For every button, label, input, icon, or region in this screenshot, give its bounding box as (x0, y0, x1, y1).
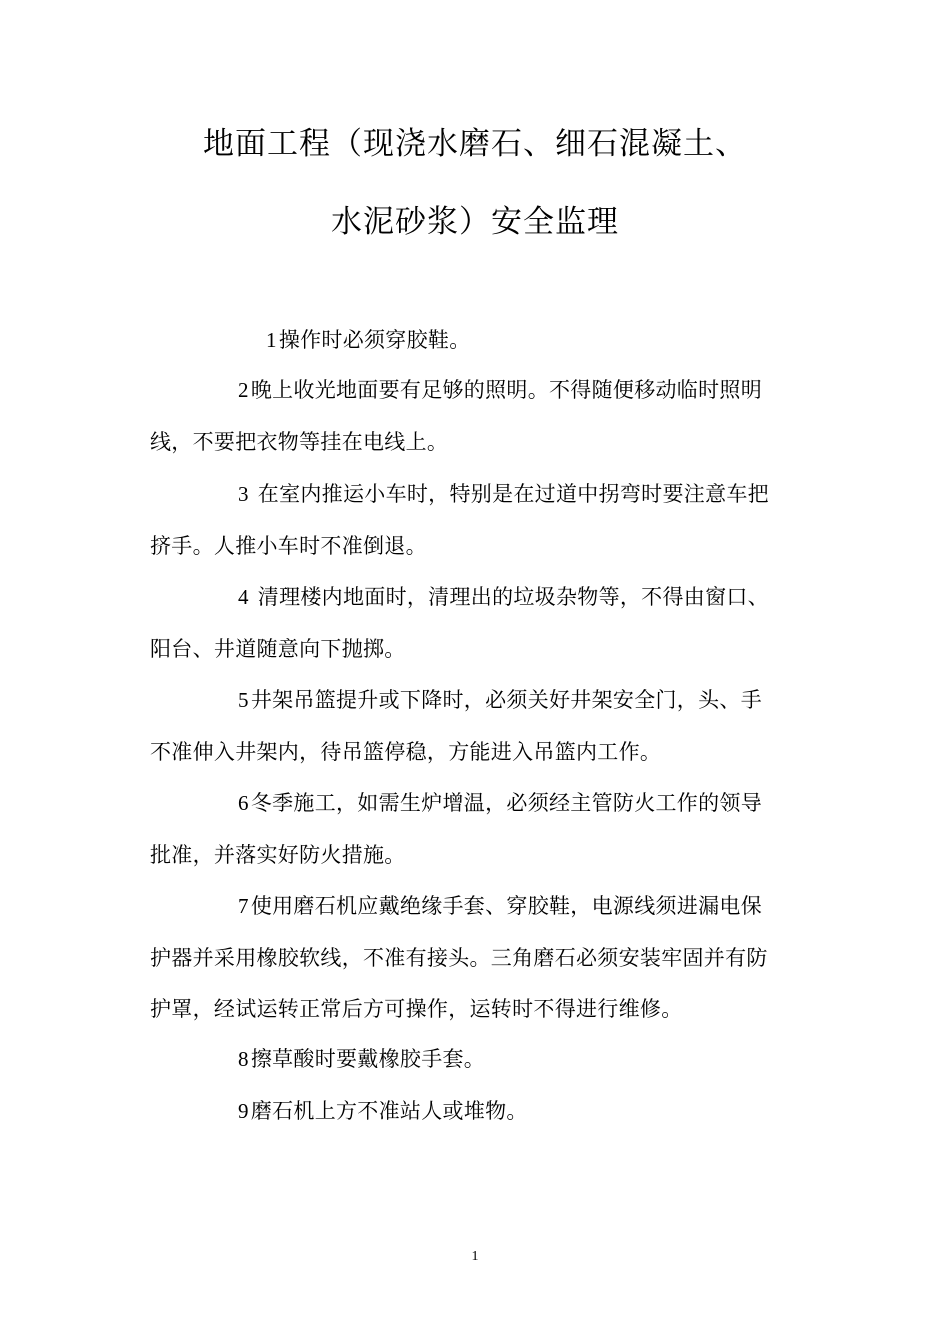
item-continuation: 挤手。人推小车时不准倒退。 (150, 534, 427, 558)
item-continuation: 线，不要把衣物等挂在电线上。 (150, 430, 449, 454)
page-title-line-1: 地面工程（现浇水磨石、细石混凝土、 (203, 126, 747, 162)
item-text: 冬季施工，如需生炉增温，必须经主管防火工作的领导 (250, 791, 763, 815)
list-item (238, 376, 762, 404)
item-number: 6 (238, 791, 249, 815)
item-number: 8 (238, 1047, 249, 1071)
list-item (238, 1097, 528, 1125)
item-number: 1 (266, 328, 277, 352)
item-number: 3 (238, 482, 249, 506)
item-continuation: 批准，并落实好防火措施。 (150, 843, 406, 867)
item-number: 5 (238, 688, 249, 712)
list-item (266, 326, 471, 354)
item-number: 4 (238, 585, 249, 609)
list-item (238, 892, 762, 920)
list-item (238, 583, 769, 611)
item-text: 井架吊篮提升或下降时，必须关好井架安全门，头、手 (250, 688, 763, 712)
list-item (238, 789, 762, 817)
item-text: 使用磨石机应戴绝缘手套、穿胶鞋，电源线须进漏电保 (250, 894, 763, 918)
item-text: 磨石机上方不准站人或堆物。 (250, 1099, 528, 1123)
page-title-line-2: 水泥砂浆）安全监理 (331, 204, 619, 240)
page-number: 1 (471, 1249, 479, 1264)
list-item (238, 686, 762, 714)
item-text: 擦草酸时要戴橡胶手套。 (250, 1047, 486, 1071)
item-text: 晚上收光地面要有足够的照明。不得随便移动临时照明 (250, 378, 763, 402)
item-continuation: 不准伸入井架内，待吊篮停稳，方能进入吊篮内工作。 (150, 740, 662, 764)
item-text: 清理楼内地面时，清理出的垃圾杂物等，不得由窗口、 (250, 585, 769, 609)
item-continuation: 护罩，经试运转正常后方可操作，运转时不得进行维修。 (150, 997, 683, 1021)
list-item (238, 480, 769, 508)
item-text: 操作时必须穿胶鞋。 (278, 328, 471, 352)
item-number: 9 (238, 1099, 249, 1123)
item-continuation: 护器并采用橡胶软线，不准有接头。三角磨石必须安装牢固并有防 (150, 946, 768, 970)
item-number: 7 (238, 894, 249, 918)
item-text: 在室内推运小车时，特别是在过道中拐弯时要注意车把 (250, 482, 769, 506)
item-number: 2 (238, 378, 249, 402)
item-continuation: 阳台、井道随意向下抛掷。 (150, 637, 406, 661)
list-item (238, 1045, 485, 1073)
